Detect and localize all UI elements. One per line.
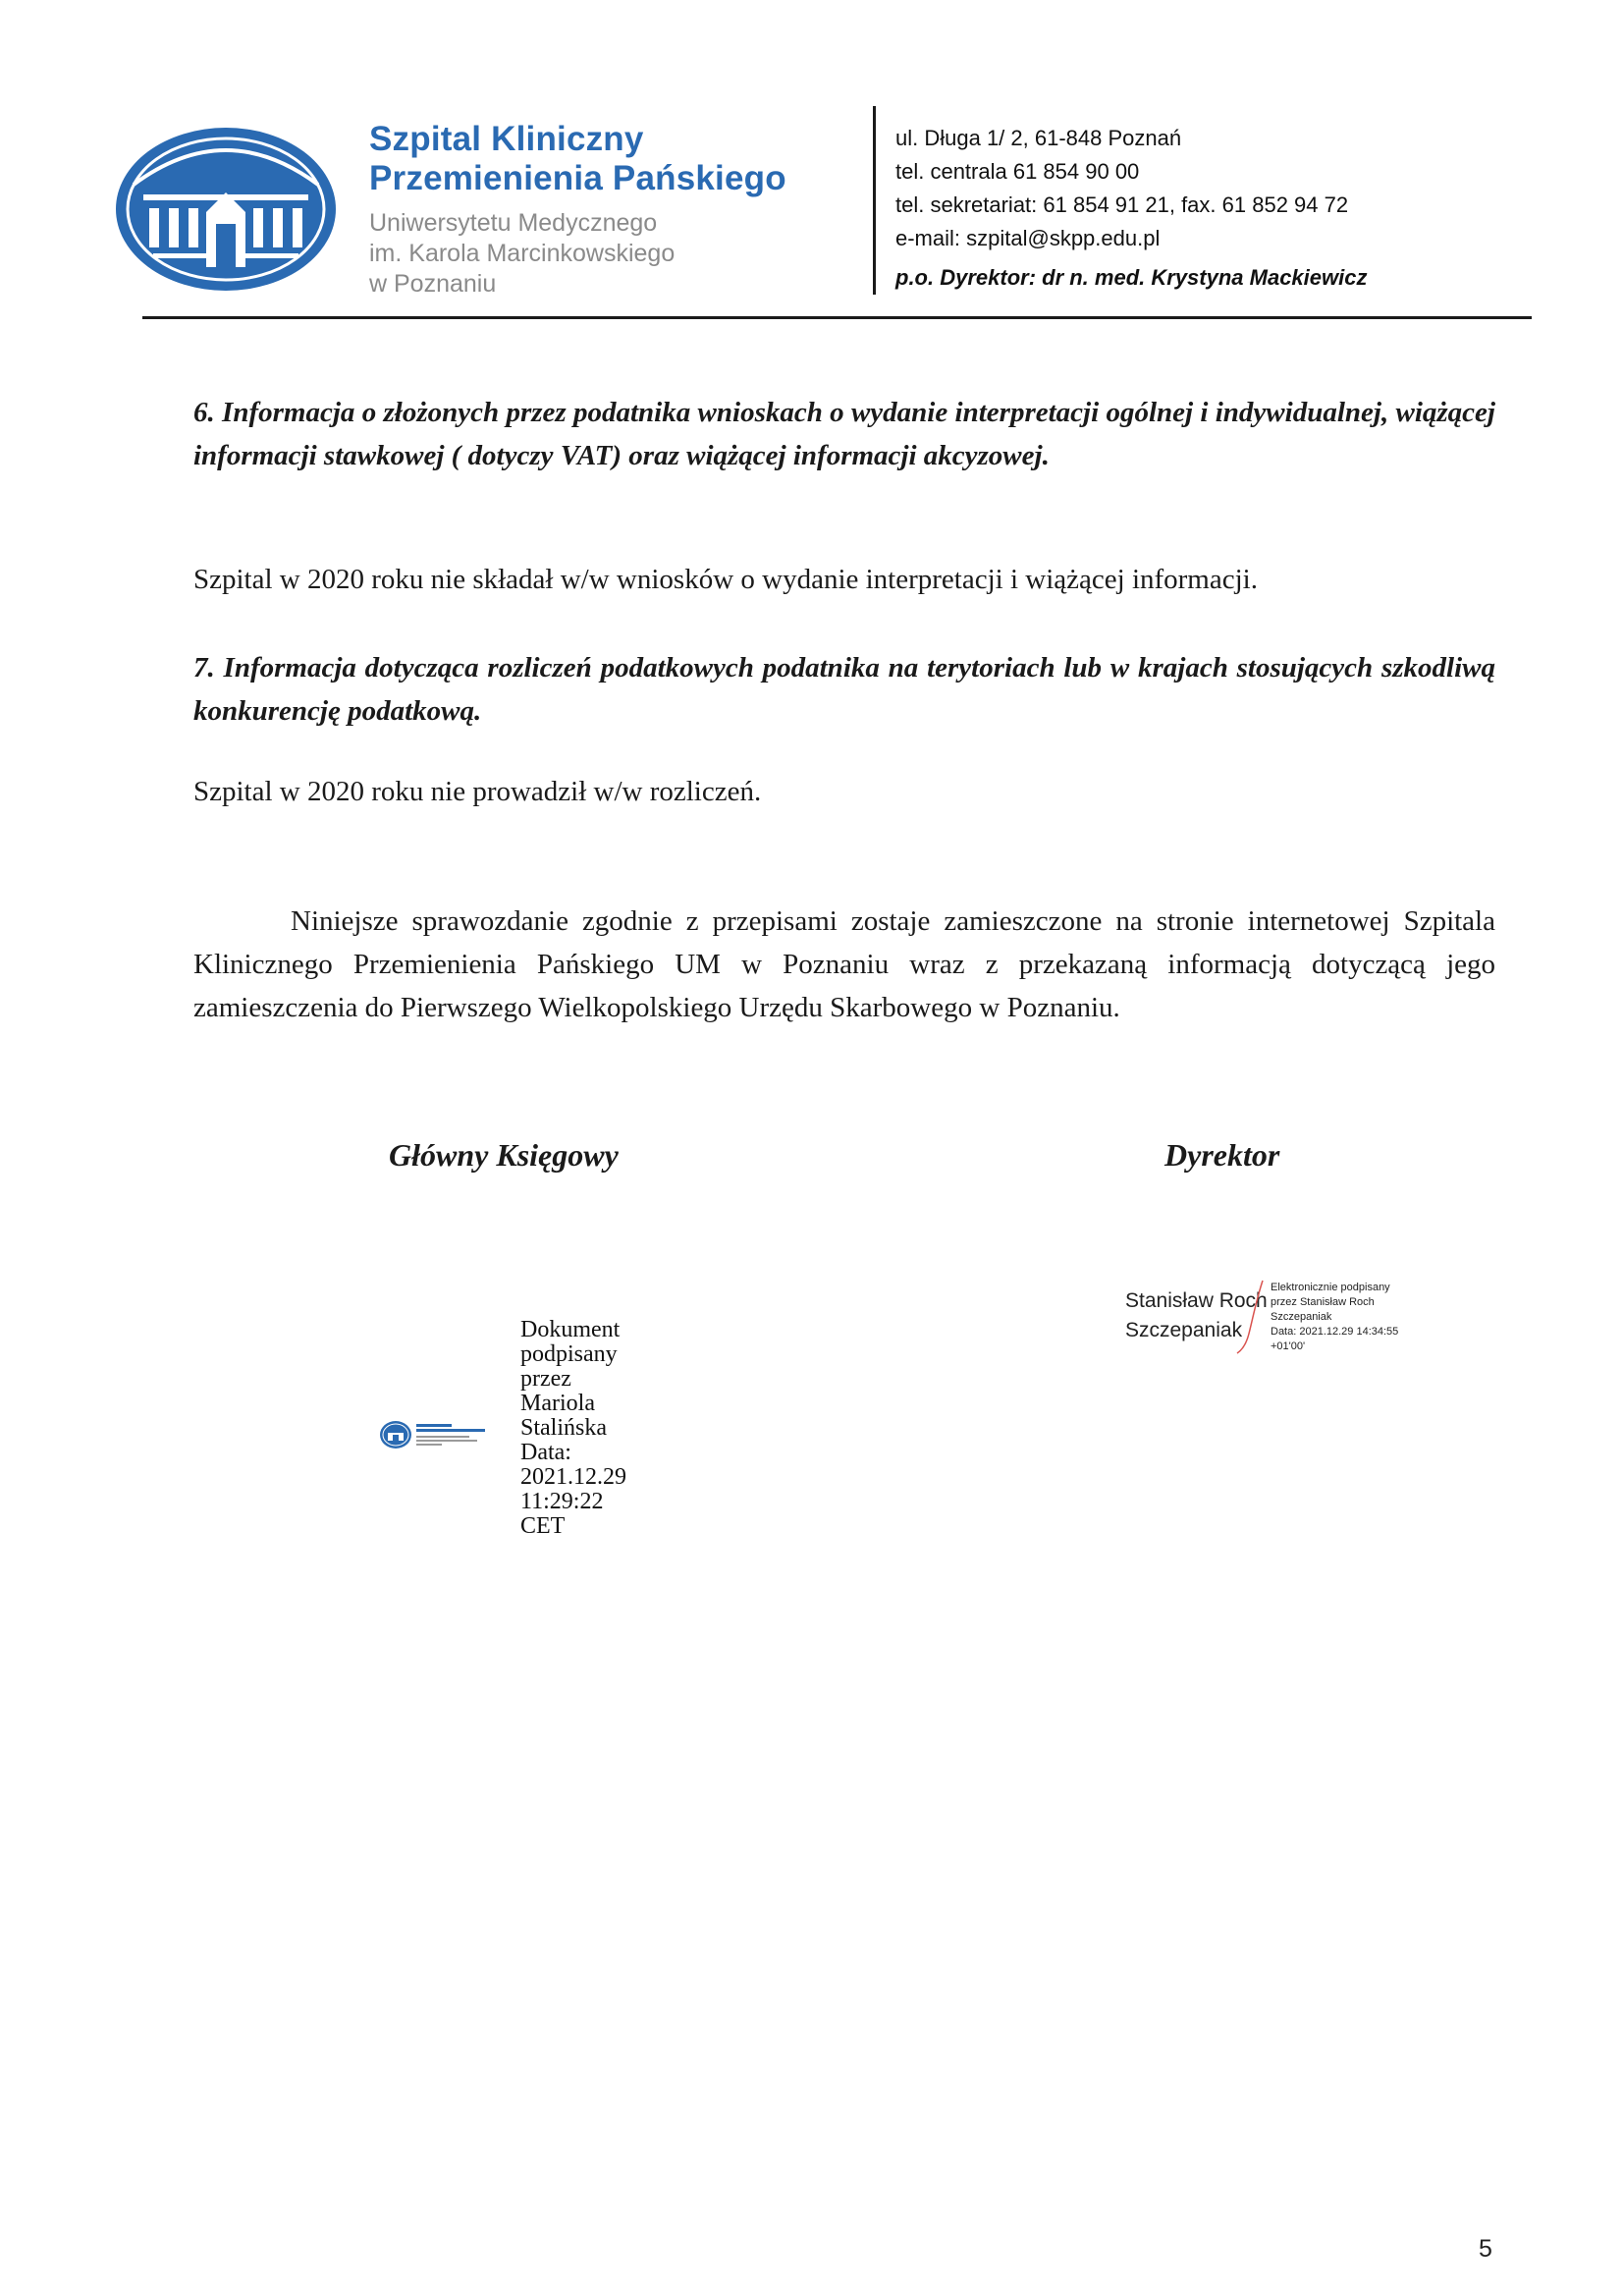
logo-title-line: Przemienienia Pańskiego bbox=[369, 159, 786, 197]
stamp-info-line: Szczepaniak bbox=[1271, 1311, 1332, 1323]
section-6-heading: 6. Informacja o złożonych przez podatnika wnioskach o wydanie interpretacji ogólnej i indywidualnej, wiążącej informacji stawkowej ( dotyczy VAT) oraz wiążącej informacji akcyzowej. bbox=[193, 397, 1495, 471]
stamp-line: Data: bbox=[520, 1440, 571, 1465]
hospital-logo-small-icon bbox=[379, 1416, 497, 1453]
section-7-text: Szpital w 2020 roku nie prowadził w/w rozliczeń. bbox=[193, 776, 762, 807]
signer-name-line: Stanisław Roch bbox=[1125, 1289, 1268, 1312]
section-6-text: Szpital w 2020 roku nie składał w/w wniosków o wydanie interpretacji i wiążącej informacji. bbox=[193, 564, 1258, 595]
signer-name-line: Szczepaniak bbox=[1125, 1319, 1243, 1341]
hospital-logo-text bbox=[369, 120, 860, 300]
closing-paragraph: Niniejsze sprawozdanie zgodnie z przepisami zostaje zamieszczone na stronie internetowej Szpitala Klinicznego Przemienienia Pańskiego UM w Poznaniu wraz z przekazaną informacją dotyczącą jego zamieszczenia do Pierwszego Wielkopolskiego Urzędu Skarbowego w Poznaniu. bbox=[193, 905, 1495, 1023]
section-7-heading: 7. Informacja dotycząca rozliczeń podatkowych podatnika na terytoriach lub w krajach stosujących szkodliwą konkurencję podatkową. bbox=[193, 652, 1495, 727]
stamp-line: 11:29:22 bbox=[520, 1489, 604, 1514]
contact-block bbox=[895, 122, 1367, 295]
stamp-line: przez bbox=[520, 1366, 571, 1392]
stamp-line: Dokument bbox=[520, 1317, 621, 1342]
phone-main: tel. centrala 61 854 90 00 bbox=[895, 159, 1140, 184]
chief-accountant-label: Główny Księgowy bbox=[389, 1137, 619, 1173]
signature-mark-icon bbox=[1231, 1279, 1271, 1355]
phone-secretariat: tel. sekretariat: 61 854 91 21, fax. 61 852 94 72 bbox=[895, 192, 1349, 217]
logo-subtitle-line: w Poznaniu bbox=[369, 270, 497, 298]
director-label: Dyrektor bbox=[1164, 1137, 1280, 1173]
address: ul. Długa 1/ 2, 61-848 Poznań bbox=[895, 126, 1182, 150]
stamp-info-line: Elektronicznie podpisany bbox=[1271, 1282, 1390, 1293]
logo-subtitle-line: im. Karola Marcinkowskiego bbox=[369, 240, 676, 267]
electronic-signature-accountant bbox=[520, 1318, 626, 1539]
stamp-line: Stalińska bbox=[520, 1415, 607, 1441]
stamp-line: 2021.12.29 bbox=[520, 1464, 626, 1490]
page-number: 5 bbox=[1479, 2235, 1492, 2263]
electronic-signature-director-info bbox=[1271, 1281, 1398, 1354]
logo-subtitle-line: Uniwersytetu Medycznego bbox=[369, 209, 658, 237]
stamp-line: podpisany bbox=[520, 1341, 618, 1367]
email: e-mail: szpital@skpp.edu.pl bbox=[895, 226, 1161, 250]
header-vertical-divider bbox=[873, 106, 876, 295]
stamp-line: CET bbox=[520, 1513, 566, 1539]
stamp-info-line: +01'00' bbox=[1271, 1340, 1306, 1352]
stamp-info-line: Data: 2021.12.29 14:34:55 bbox=[1271, 1326, 1399, 1338]
stamp-info-line: przez Stanisław Roch bbox=[1271, 1296, 1375, 1308]
stamp-line: Mariola bbox=[520, 1391, 595, 1416]
director-line: p.o. Dyrektor: dr n. med. Krystyna Mackiewicz bbox=[895, 265, 1368, 290]
hospital-building-emblem-icon bbox=[114, 126, 338, 293]
letterhead bbox=[0, 0, 1623, 324]
header-horizontal-rule bbox=[142, 316, 1532, 319]
logo-title-line: Szpital Kliniczny bbox=[369, 120, 644, 158]
